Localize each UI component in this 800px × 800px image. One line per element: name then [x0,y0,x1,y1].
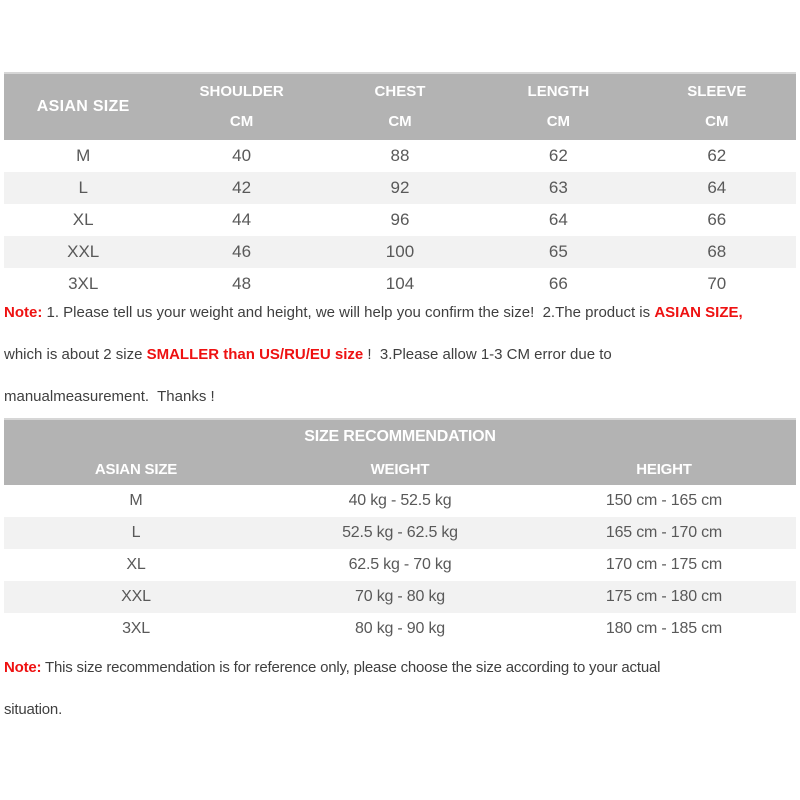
height-cell: 180 cm - 185 cm [605,620,723,637]
sleeve-cell: 68 [707,242,727,261]
header-shoulder [162,73,320,140]
weight-cell: 40 kg - 52.5 kg [348,492,452,509]
table-row-3xl [4,268,796,300]
rec-row-xxl [4,581,796,613]
note1-text-2: which is about 2 size [4,346,147,363]
size-table-header-row [4,73,796,140]
header-height: HEIGHT [532,453,796,485]
shoulder-cell: 48 [232,274,252,293]
size-cell: XL [72,210,94,229]
header-length-unit: CM [546,113,571,130]
rec-row-3xl [4,613,796,645]
note1-text-1: 1. Please tell us your weight and height, we will help you confirm the size! 2.The product is [42,304,655,321]
note1-label: Note: [4,304,43,321]
chest-cell: 92 [390,178,410,197]
header-length-label: LENGTH [527,83,590,100]
sleeve-cell: 66 [707,210,727,229]
rec-row-l [4,517,796,549]
height-cell: 175 cm - 180 cm [605,588,723,605]
note1-text-3: ! 3.Please allow 1-3 CM error due to [363,346,612,363]
size-note [4,302,796,407]
recommendation-body [4,485,796,645]
table-row-m [4,140,796,172]
shoulder-cell: 42 [232,178,252,197]
height-cell: 150 cm - 165 cm [605,492,723,509]
sleeve-cell: 62 [707,146,727,165]
weight-cell: 80 kg - 90 kg [355,620,445,637]
size-cell: L [78,178,88,197]
header-sleeve [638,73,796,140]
size-table-header [4,73,796,140]
header-shoulder-label: SHOULDER [199,83,284,100]
size-cell: 3XL [122,620,150,637]
rec-row-m [4,485,796,517]
recommendation-note [4,657,796,720]
note1-asian-size: ASIAN SIZE, [654,304,743,321]
size-cell: 3XL [68,274,99,293]
header-chest-label: CHEST [374,83,426,100]
chest-cell: 96 [390,210,410,229]
note2-label: Note: [4,659,42,676]
recommendation-header [4,419,796,485]
height-cell: 165 cm - 170 cm [605,524,723,541]
header-length [479,73,637,140]
header-asian-size [4,73,162,140]
size-cell: XL [126,556,146,573]
table-row-l [4,172,796,204]
table-row-xxl [4,236,796,268]
header-chest [321,73,479,140]
recommendation-title-row [4,419,796,453]
length-cell: 64 [548,210,568,229]
length-cell: 62 [548,146,568,165]
length-cell: 63 [548,178,568,197]
size-cell: L [131,524,141,541]
height-cell: 170 cm - 175 cm [605,556,723,573]
shoulder-cell: 46 [232,242,252,261]
length-cell: 66 [548,274,568,293]
size-cell: M [129,492,143,509]
size-cell: XXL [121,588,151,605]
chest-cell: 88 [390,146,410,165]
asian-size-label: ASIAN SIZE [36,98,130,115]
size-measurement-table [4,72,796,300]
shoulder-cell: 44 [232,210,252,229]
shoulder-cell: 40 [232,146,252,165]
size-table-body [4,140,796,300]
chest-cell: 104 [385,274,415,293]
length-cell: 65 [548,242,568,261]
header-sleeve-unit: CM [705,113,729,130]
weight-cell: 62.5 kg - 70 kg [348,556,452,573]
header-shoulder-unit: CM [229,113,254,130]
header-sleeve-label: SLEEVE [687,83,747,100]
note2-text-1: This size recommendation is for reference only, please choose the size according to your actual [41,659,661,676]
header-asian-size-2: ASIAN SIZE [4,453,268,485]
recommendation-columns-row [4,453,796,485]
recommendation-title: SIZE RECOMMENDATION [4,419,796,453]
rec-row-xl [4,549,796,581]
sleeve-cell: 64 [707,178,727,197]
sleeve-cell: 70 [707,274,727,293]
note1-smaller: SMALLER than US/RU/EU size [146,346,364,363]
weight-cell: 70 kg - 80 kg [355,588,445,605]
table-row-xl [4,204,796,236]
size-recommendation-table [4,418,796,645]
note2-text-2: situation. [4,701,63,718]
chest-cell: 100 [385,242,415,261]
size-cell: XXL [67,242,100,261]
header-chest-unit: CM [388,113,412,130]
header-weight: WEIGHT [268,453,532,485]
size-cell: M [76,146,91,165]
weight-cell: 52.5 kg - 62.5 kg [342,524,458,541]
note1-text-4: manualmeasurement. Thanks ! [4,388,215,405]
